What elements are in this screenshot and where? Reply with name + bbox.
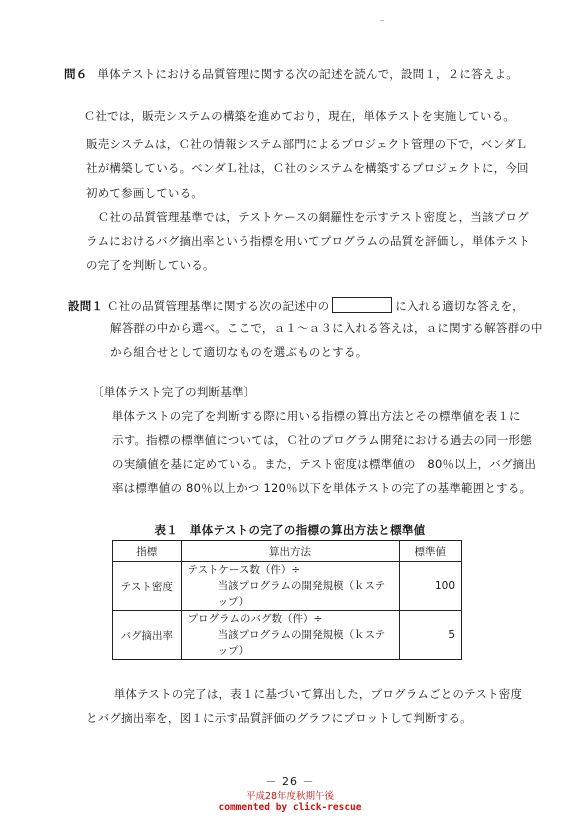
calculation-line: テストケース数（件）÷ bbox=[187, 564, 301, 576]
exam-label: 平成28年度秋期午後 bbox=[245, 791, 335, 802]
question-text-before: Ｃ社の品質管理基準に関する次の記述中の bbox=[106, 299, 330, 313]
criteria-line: 示す。指標の標準値については，Ｃ社のプログラム開発における過去の同一形態 bbox=[112, 433, 532, 447]
calculation-line: 当該プログラムの開発規模（ｋステップ） bbox=[217, 629, 386, 657]
scan-mark bbox=[380, 20, 384, 21]
criteria-line: 単体テストの完了を判断する際に用いる指標の算出方法とその標準値を表１に bbox=[100, 409, 521, 423]
indicator-cell: バグ摘出率 bbox=[113, 611, 182, 660]
intro-line: 販売システムは，Ｃ社の情報システム部門によるプロジェクト管理の下で，ベンダＬ bbox=[86, 137, 528, 151]
problem-heading bbox=[64, 67, 518, 81]
page-number: － 26 － bbox=[265, 775, 315, 788]
criteria-line: の実績値を基に定めている。また，テスト密度は標準値の 80％以上，バグ摘出 bbox=[112, 457, 537, 471]
question-line-2: 解答群の中から選べ。ここで，ａ１～ａ３に入れる答えは，ａに関する解答群の中 bbox=[110, 321, 543, 335]
table-caption: 表１ 単体テストの完了の指標の算出方法と標準値 bbox=[154, 523, 426, 537]
intro-line: Ｃ社では，販売システムの構築を進めており，現在，単体テストを実施している。 bbox=[72, 109, 515, 123]
table-row bbox=[113, 562, 462, 611]
indicator-table bbox=[112, 540, 462, 660]
table-header-row bbox=[113, 541, 462, 562]
standard-value-cell: 5 bbox=[399, 611, 461, 660]
intro-line: ラムにおけるバグ摘出率という指標を用いてプログラムの品質を評価し，単体テスト bbox=[86, 234, 530, 248]
question-number: 設問１ bbox=[68, 299, 104, 313]
calculation-line: 当該プログラムの開発規模（ｋステップ） bbox=[217, 580, 386, 608]
calculation-line: プログラムのバグ数（件）÷ bbox=[187, 613, 323, 625]
indicator-cell: テスト密度 bbox=[113, 562, 182, 611]
header-indicator: 指標 bbox=[113, 541, 182, 562]
closing-line: とバグ摘出率を，図１に示す品質評価のグラフにプロットして判断する。 bbox=[86, 711, 472, 725]
problem-instruction: 単体テストにおける品質管理に関する次の記述を読んで，設問１，２に答えよ。 bbox=[97, 67, 518, 81]
intro-line: 初めて参画している。 bbox=[86, 186, 203, 200]
header-calculation: 算出方法 bbox=[181, 541, 399, 562]
calculation-cell bbox=[181, 562, 399, 611]
criteria-line: 率は標準値の 80％以上かつ 120％以下を単体テストの完了の基準範囲とする。 bbox=[112, 481, 532, 495]
intro-line: 社が構築している。ベンダＬ社は，Ｃ社のシステムを構築するプロジェクトに，今回 bbox=[86, 161, 529, 175]
question-line-3: から組合せとして適切なものを選ぶものとする。 bbox=[110, 345, 368, 359]
question-text-after: に入れる適切な答えを， bbox=[395, 299, 524, 313]
header-standard-value: 標準値 bbox=[399, 541, 461, 562]
question-line-1 bbox=[68, 297, 524, 313]
closing-line: 単体テストの完了は，表１に基づいて算出した，プログラムごとのテスト密度 bbox=[102, 687, 523, 701]
credit-label: commented by click-rescue bbox=[218, 802, 362, 813]
table-row bbox=[113, 611, 462, 660]
intro-line: Ｃ社の品質管理基準では，テストケースの網羅性を示すテスト密度と，当該プログ bbox=[86, 210, 529, 224]
answer-blank-box bbox=[332, 297, 392, 313]
calculation-cell bbox=[181, 611, 399, 660]
intro-line: の完了を判断している。 bbox=[86, 258, 215, 272]
problem-number: 問６ bbox=[64, 67, 88, 81]
standard-value-cell: 100 bbox=[399, 562, 461, 611]
criteria-title: 〔単体テスト完了の判断基準〕 bbox=[92, 385, 256, 399]
